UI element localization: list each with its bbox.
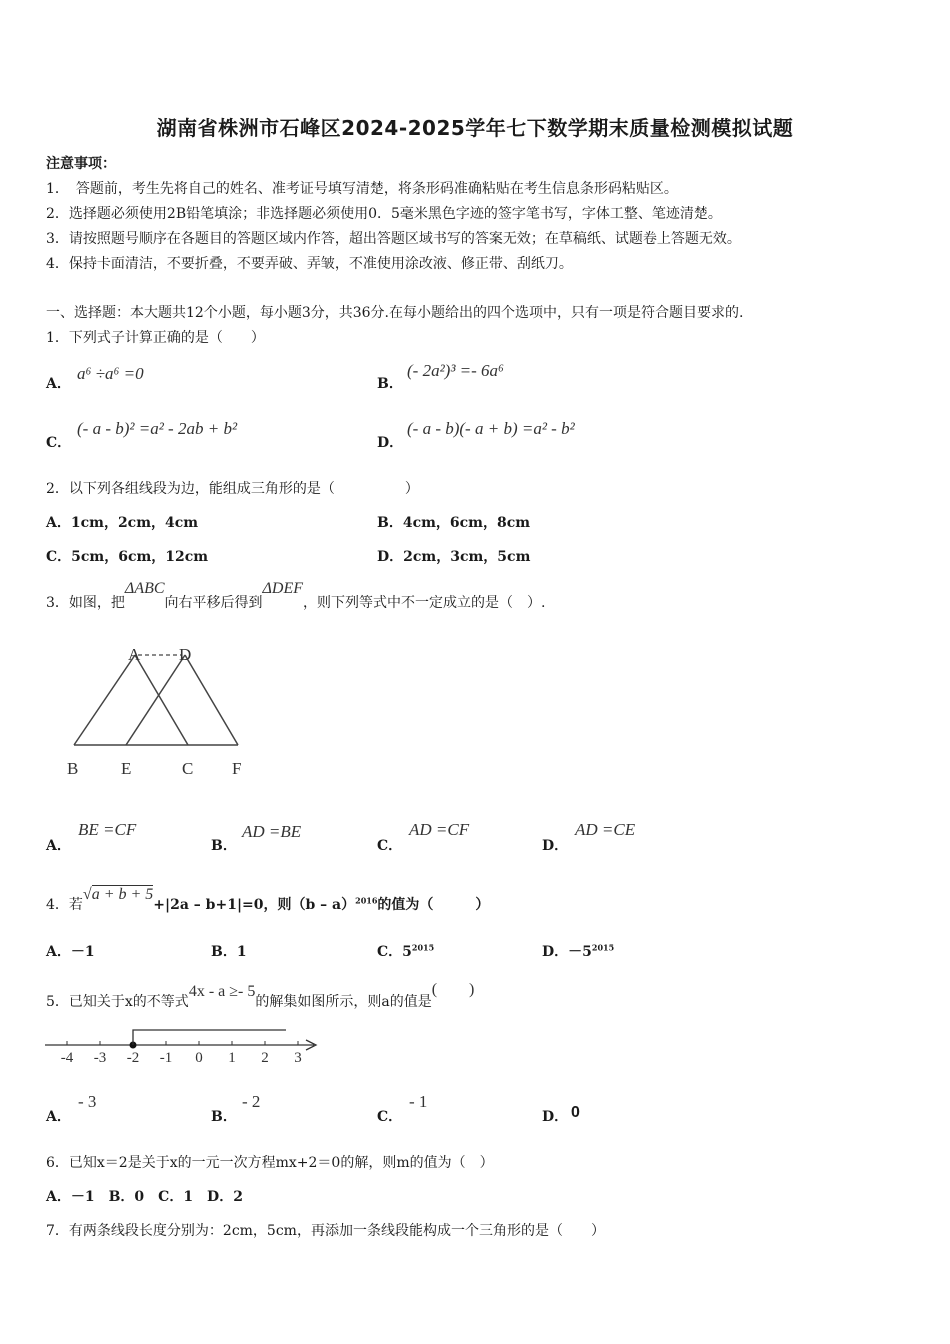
segment-ac: [135, 655, 188, 745]
q2-option-b: B．4cm，6cm，8cm: [377, 515, 531, 531]
q4-sqrt: [83, 886, 153, 903]
q4-option-c-exp: 2015: [411, 942, 435, 953]
question-5-stem: [46, 981, 475, 1011]
number-line-tick-label: 0: [195, 1050, 203, 1066]
number-line-tick-label: 3: [294, 1050, 302, 1066]
q1-option-d: (- a - b)(- a + b) =a² - b²: [407, 419, 575, 438]
q4-option-d-base: D．－5: [542, 944, 592, 960]
q1-option-c-label: C．: [46, 435, 72, 451]
sqrt-icon: √: [82, 886, 92, 903]
number-line-tick-label: 1: [228, 1050, 236, 1066]
q4-option-c: [377, 941, 434, 961]
q1-option-d-label: D．: [377, 435, 404, 451]
q3-stem-post: ，则下列等式中不一定成立的是（ ）.: [303, 595, 546, 611]
q3-option-c-label: C．: [377, 838, 403, 854]
number-line-tick-label: -3: [93, 1050, 107, 1066]
q3-option-b: AD =BE: [242, 822, 302, 841]
question-1-stem: 1．下列式子计算正确的是（ ）: [46, 330, 265, 346]
q3-stem-pre: 3．如图，把: [46, 595, 125, 611]
segment-de: [126, 655, 185, 745]
q5-option-d: 0: [571, 1104, 580, 1121]
q4-radicand: a + b + 5: [91, 886, 154, 903]
q4-post: +|2a – b+1|=0，则（b – a）: [153, 897, 356, 913]
q3-translation-figure: [60, 640, 260, 785]
question-7-stem: 7．有两条线段长度分别为：2cm，5cm，再添加一条线段能构成一个三角形的是（ ）: [46, 1223, 605, 1239]
label-a: A: [128, 645, 141, 664]
number-line-tick-label: -1: [159, 1050, 173, 1066]
q5-option-b-label: B．: [211, 1109, 237, 1125]
q4-option-d-exp: 2015: [591, 942, 615, 953]
q2-option-c: C．5cm，6cm，12cm: [46, 549, 209, 565]
q3-option-a-label: A．: [46, 838, 71, 854]
q5-option-c-label: C．: [377, 1109, 403, 1125]
q1-option-a: a⁶ ÷a⁶ =0: [77, 364, 144, 383]
q5-option-b: - 2: [242, 1092, 261, 1111]
label-d: D: [179, 645, 192, 664]
q3-option-b-label: B．: [211, 838, 237, 854]
q1-option-b-label: B．: [377, 376, 403, 392]
q4-pre: 4．若: [46, 897, 83, 913]
q4-exponent: 2016: [355, 895, 378, 906]
label-e: E: [121, 759, 132, 778]
q5-option-c: - 1: [409, 1092, 428, 1111]
q6-options: A．－1 B．0 C．1 D．2: [46, 1189, 243, 1205]
q1-option-a-label: A．: [46, 376, 71, 392]
label-c: C: [182, 759, 194, 778]
note-item: 1． 答题前，考生先将自己的姓名、准考证号填写清楚，将条形码准确粘贴在考生信息条形码粘贴区。: [46, 181, 678, 197]
note-item: 4．保持卡面清洁，不要折叠，不要弄破、弄皱，不准使用涂改液、修正带、刮纸刀。: [46, 256, 573, 272]
q3-option-c: AD =CF: [409, 820, 470, 839]
note-item: 3．请按照题号顺序在各题目的答题区域内作答，超出答题区域书写的答案无效；在草稿纸、试题卷上答题无效。: [46, 231, 741, 247]
q4-option-c-base: C．5: [377, 944, 412, 960]
q3-triangle-def: ΔDEF: [262, 580, 304, 597]
q5-inequality: 4x - a ≥- 5: [188, 983, 256, 1000]
question-6-stem: 6．已知x＝2是关于x的一元一次方程mx+2＝0的解，则m的值为（ ）: [46, 1155, 494, 1171]
notes-heading: 注意事项：: [46, 156, 116, 172]
q5-option-d-label: D．: [542, 1109, 569, 1125]
q5-pre: 5．已知关于x的不等式: [46, 994, 189, 1010]
section-heading: 一、选择题：本大题共12个小题，每小题3分，共36分.在每小题给出的四个选项中，只有一项是符合题目要求的.: [46, 305, 744, 321]
number-line-tick-label: 2: [261, 1050, 269, 1066]
label-f: F: [232, 759, 242, 778]
question-3-stem: [46, 580, 546, 612]
q4-post2: 的值为（ ）: [377, 897, 490, 913]
q5-paren: ( ): [431, 981, 475, 998]
q4-option-b: B．1: [211, 944, 247, 960]
q1-option-b: (- 2a²)³ =- 6a⁶: [407, 361, 504, 380]
note-item: 2．选择题必须使用2B铅笔填涂；非选择题必须使用0．5毫米黑色字迹的签字笔书写，字体工整、笔迹清楚。: [46, 206, 722, 222]
q5-option-a-label: A．: [46, 1109, 71, 1125]
q2-option-d: D．2cm，3cm，5cm: [377, 549, 531, 565]
q3-stem-mid: 向右平移后得到: [164, 595, 263, 611]
q4-option-a: A．－1: [46, 944, 95, 960]
solution-set-bracket: [133, 1030, 286, 1045]
page-title: 湖南省株洲市石峰区2024-2025学年七下数学期末质量检测模拟试题: [156, 116, 794, 140]
number-line-tick-label: -4: [60, 1050, 74, 1066]
segment-ab: [74, 655, 135, 745]
q1-option-c: (- a - b)² =a² - 2ab + b²: [77, 419, 238, 438]
question-2-stem: 2．以下列各组线段为边，能组成三角形的是（ ）: [46, 481, 419, 497]
segment-df: [185, 655, 238, 745]
q2-option-a: A．1cm，2cm，4cm: [46, 515, 199, 531]
question-4-stem: [46, 886, 490, 914]
q3-option-a: BE =CF: [78, 820, 137, 839]
number-line-tick-label: -2: [126, 1050, 140, 1066]
label-b: B: [67, 759, 79, 778]
q3-option-d: AD =CE: [575, 820, 636, 839]
q3-option-d-label: D．: [542, 838, 569, 854]
q5-option-a: - 3: [78, 1092, 97, 1111]
q3-triangle-abc: ΔABC: [124, 580, 165, 597]
q4-option-d: [542, 941, 614, 961]
q5-post: 的解集如图所示，则a的值是: [255, 994, 432, 1010]
q5-number-line: [40, 1020, 325, 1070]
